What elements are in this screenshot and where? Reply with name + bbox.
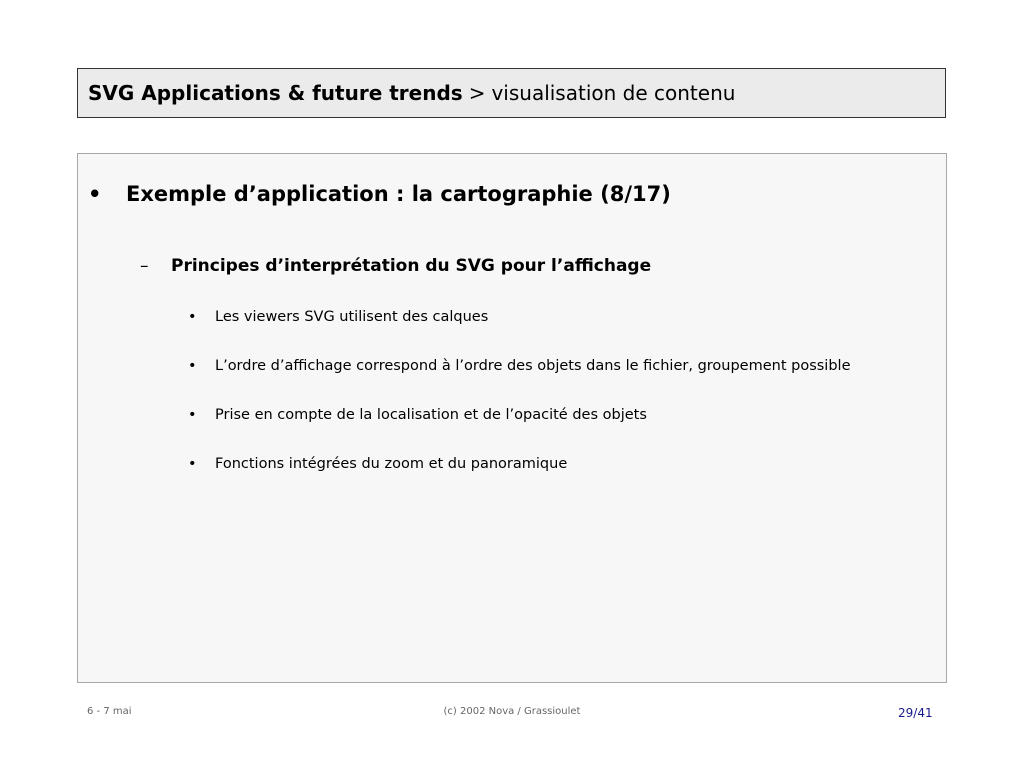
bullet-icon: • [88, 182, 102, 206]
bullet-level3-item [188, 358, 851, 374]
bullet-icon: • [188, 456, 197, 472]
bullet-level2 [140, 256, 651, 276]
bullet-icon: • [188, 358, 197, 374]
bullet-level3-text: Prise en compte de la localisation et de l’opacité des objets [215, 407, 647, 423]
bullet-level3-text: Fonctions intégrées du zoom et du panoramique [215, 456, 568, 472]
bullet-icon: • [188, 309, 197, 325]
bullet-icon: • [188, 407, 197, 423]
slide-content-panel [77, 153, 947, 683]
bullet-level3-item [188, 407, 647, 423]
bullet-level3-item [188, 456, 567, 472]
bullet-level3-item [188, 309, 488, 325]
slide-title: SVG Applications & future trends [88, 81, 463, 105]
slide-title-bar [77, 68, 946, 118]
footer-copyright: (c) 2002 Nova / Grassioulet [443, 706, 581, 717]
bullet-level1-text: Exemple d’application : la cartographie (8/17) [126, 182, 671, 206]
dash-icon: – [140, 256, 149, 276]
bullet-level3-text: L’ordre d’affichage correspond à l’ordre des objets dans le fichier, groupement possible [215, 358, 851, 374]
bullet-level2-text: Principes d’interprétation du SVG pour l’affichage [171, 256, 652, 276]
footer-date: 6 - 7 mai [87, 706, 132, 717]
slide-subtitle: visualisation de contenu [491, 81, 736, 105]
title-separator: > [468, 81, 486, 105]
page-number: 29/41 [898, 706, 933, 720]
bullet-level1 [88, 182, 671, 206]
bullet-level3-text: Les viewers SVG utilisent des calques [215, 309, 489, 325]
